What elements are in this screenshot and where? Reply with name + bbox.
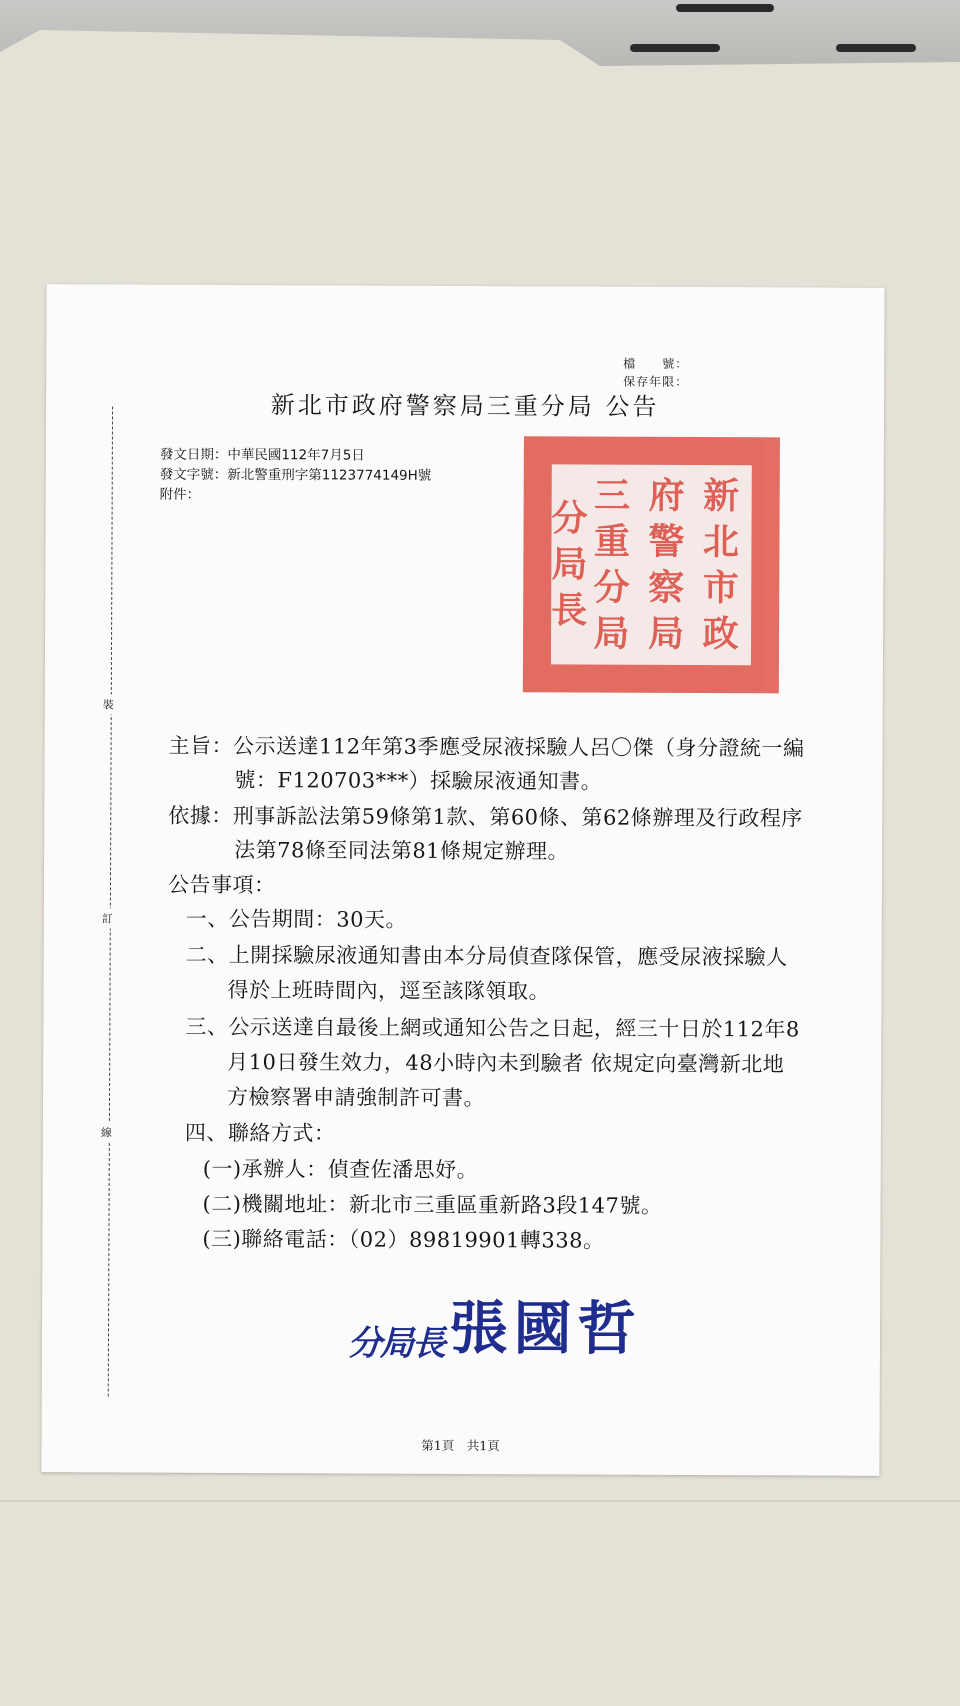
retention-period-label: 保存年限：	[623, 374, 689, 389]
seal-column: 三重分局	[593, 474, 631, 655]
metal-shelf-edge	[0, 0, 960, 72]
signature-title: 分局長	[347, 1323, 445, 1364]
document-title: 新北市政府警察局三重分局 公告	[270, 391, 660, 421]
shelf-slot	[836, 44, 916, 52]
document-number: 發文字號：新北警重刑字第1123774149H號	[159, 466, 432, 484]
subject-line-cont: 號：F120703***）採驗尿液通知書。	[234, 768, 603, 794]
official-seal-stamp	[523, 436, 780, 693]
basis-line-cont: 法第78條至同法第81條規定辦理。	[234, 838, 570, 864]
binding-mark-top: 裝	[103, 694, 114, 714]
chief-signature-stamp	[348, 1281, 642, 1366]
issue-date: 發文日期：中華民國112年7月5日	[159, 446, 365, 464]
file-number-label: 檔 號：	[623, 356, 689, 371]
binding-mark-bottom: 線	[101, 1122, 112, 1142]
notice-document	[41, 284, 884, 1476]
seal-column: 分局長	[551, 497, 588, 632]
matter-item-3: 三、公示送達自最後上網或通知公告之日起，經三十日於112年8	[185, 1014, 800, 1042]
binding-margin-line	[108, 406, 113, 1396]
seal-column: 新北市政	[702, 475, 740, 656]
attachment-label: 附件：	[159, 486, 201, 503]
matter-item-2: 二、上開採驗尿液通知書由本分局偵查隊保管，應受尿液採驗人	[185, 942, 788, 970]
contact-address: (二)機關地址：新北市三重區重新路3段147號。	[202, 1191, 663, 1218]
matter-item-2-cont: 得於上班時間內，逕至該隊領取。	[227, 977, 551, 1004]
subject-line: 主旨：公示送達112年第3季應受尿液採驗人呂〇傑（身分證統一編	[168, 733, 805, 761]
matter-item-3-cont: 方檢察署申請強制許可書。	[226, 1084, 486, 1111]
shelf-slot	[676, 4, 774, 12]
matter-item-4: 四、聯絡方式：	[184, 1120, 336, 1146]
contact-person: (一)承辦人：偵查佐潘思妤。	[202, 1156, 479, 1183]
wall-seam	[0, 1500, 960, 1502]
shelf-slot	[630, 44, 720, 52]
matters-heading: 公告事項：	[167, 872, 276, 898]
binding-mark-middle: 訂	[102, 908, 113, 928]
matter-item-3-cont: 月10日發生效力，48小時內未到驗者 依規定向臺灣新北地	[227, 1049, 785, 1077]
seal-column: 府警察局	[647, 474, 685, 655]
contact-phone: (三)聯絡電話：（02）89819901轉338。	[202, 1226, 605, 1253]
matter-item-1: 一、公告期間：30天。	[185, 906, 408, 932]
basis-line: 依據：刑事訴訟法第59條第1款、第60條、第62條辦理及行政程序	[168, 803, 803, 831]
page-number: 第1頁 共1頁	[421, 1437, 500, 1454]
signature-name: 張國哲	[449, 1293, 642, 1363]
